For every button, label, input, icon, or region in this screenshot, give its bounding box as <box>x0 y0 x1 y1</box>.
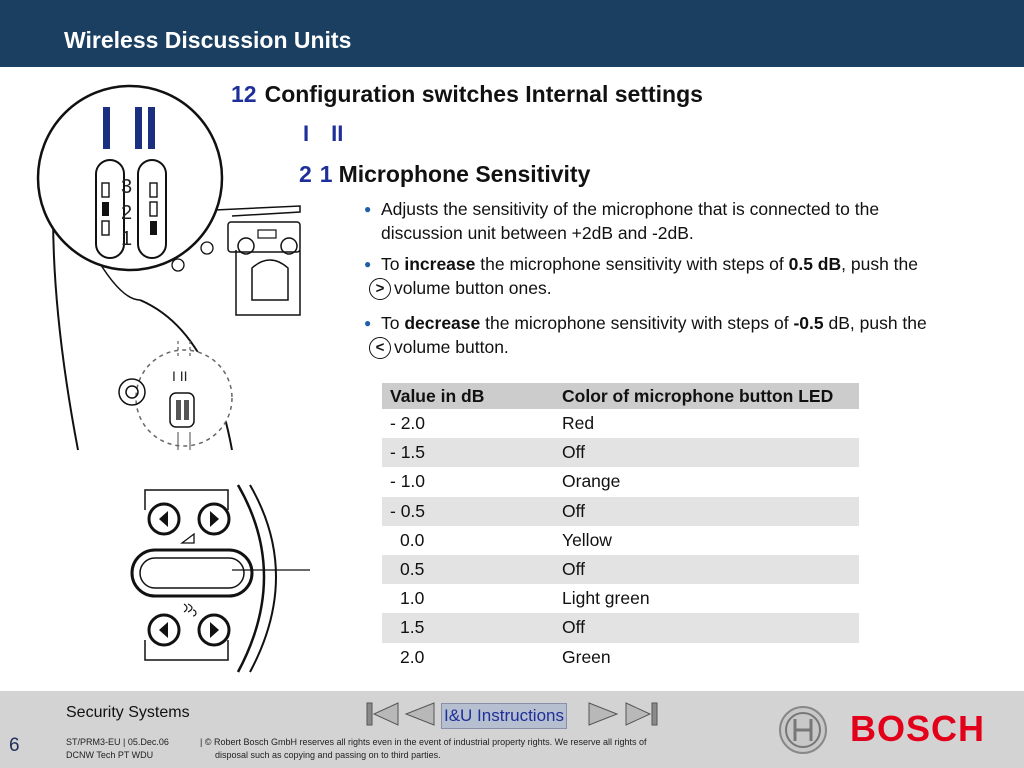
cell-value: 0.5 <box>382 555 554 584</box>
doc-meta-line1: ST/PRM3-EU | 05.Dec.06 <box>66 737 169 747</box>
led-color-table <box>382 383 859 672</box>
switch-labels <box>303 121 365 147</box>
cell-value: - 0.5 <box>382 497 554 526</box>
switch-label-ii: II <box>331 121 344 146</box>
next-page-icon[interactable] <box>588 701 620 727</box>
page-title: Wireless Discussion Units <box>64 27 352 53</box>
subsection-number-b: 1 <box>319 161 333 187</box>
cell-color: Green <box>562 646 611 667</box>
cell-color: Off <box>554 555 859 584</box>
table-row <box>382 467 859 496</box>
table-row <box>382 497 859 526</box>
column-header-color: Color of microphone button LED <box>554 383 859 409</box>
subsection-title: Microphone Sensitivity <box>338 161 591 187</box>
bullet-text: the microphone sensitivity with steps of <box>475 254 789 274</box>
section-title: Configuration switches Internal settings <box>264 81 703 107</box>
bullet-increase <box>364 252 1004 300</box>
subsection-number-a: 2 <box>299 161 312 187</box>
volume-up-key-icon: > <box>369 278 391 300</box>
bosch-armature-logo-icon <box>778 705 828 755</box>
volume-down-key-icon: < <box>369 337 391 359</box>
cell-color: Red <box>562 413 595 434</box>
section-number: 12 <box>231 81 257 107</box>
switch-label-i: I <box>303 121 310 146</box>
section-heading <box>231 81 703 108</box>
subsection-heading <box>299 161 590 188</box>
doc-meta-line2: DCNW Tech PT WDU <box>66 750 154 760</box>
bullet-decrease <box>364 311 1004 359</box>
bullet-emphasis: -0.5 <box>793 313 824 333</box>
cell-color: Off <box>554 613 859 642</box>
bullet-text: , push the <box>841 254 918 274</box>
iu-instructions-link[interactable]: I&U Instructions <box>441 703 567 729</box>
last-page-icon[interactable] <box>624 701 658 727</box>
bullet-text: To <box>381 313 405 333</box>
cell-color: Yellow <box>562 529 612 550</box>
bullet-text: volume button ones. <box>394 278 552 298</box>
cell-value: 2.0 <box>400 646 425 667</box>
copyright-line2: disposal such as copying and passing on to third parties. <box>215 750 441 760</box>
cell-value: - 1.5 <box>382 438 554 467</box>
bullet-text: Adjusts the sensitivity of the microphone that is connected to the discussion unit between +2dB and -2dB. <box>381 199 880 243</box>
table-header-row <box>382 383 859 409</box>
bullet-text: dB, push the <box>823 313 927 333</box>
bullet-dot-icon: ● <box>364 316 372 330</box>
bullet-sensitivity-range <box>364 197 964 245</box>
column-header-value: Value in dB <box>382 383 554 409</box>
cell-value: 0.0 <box>400 529 425 550</box>
table-row <box>382 613 859 642</box>
cell-value: 1.5 <box>382 613 554 642</box>
cell-color: Off <box>554 438 859 467</box>
table-row <box>382 526 859 555</box>
previous-page-icon[interactable] <box>403 701 435 727</box>
bullet-text: volume button. <box>394 337 509 357</box>
cell-color: Orange <box>562 471 621 492</box>
cell-color: Off <box>554 497 859 526</box>
bullet-dot-icon: ● <box>364 257 372 271</box>
table-row <box>382 438 859 467</box>
switch-number-3: 3 <box>121 176 133 198</box>
bullet-text: the microphone sensitivity with steps of <box>480 313 794 333</box>
page-number: 6 <box>9 735 20 756</box>
cell-value: - 1.0 <box>390 471 426 492</box>
bullet-dot-icon: ● <box>364 202 372 216</box>
table-row <box>382 555 859 584</box>
first-page-icon[interactable] <box>366 701 400 727</box>
bullet-text: To <box>381 254 405 274</box>
bullet-emphasis: decrease <box>404 313 481 333</box>
cell-color: Light green <box>562 588 650 609</box>
table-row <box>382 584 859 613</box>
switch-number-1: 1 <box>121 228 133 250</box>
bullet-emphasis: 0.5 dB <box>788 254 842 274</box>
small-switch-label: I II <box>172 368 188 384</box>
table-row <box>382 643 859 672</box>
division-name: Security Systems <box>66 704 190 721</box>
table-row <box>382 409 859 438</box>
bullet-emphasis: increase <box>404 254 476 274</box>
cell-value: 1.0 <box>400 588 425 609</box>
bosch-wordmark: BOSCH <box>850 708 986 749</box>
switch-number-2: 2 <box>121 202 133 224</box>
cell-value: - 2.0 <box>390 413 426 434</box>
copyright-line1: | © Robert Bosch GmbH reserves all rights even in the event of industrial property rights. We reserve all rights of <box>200 737 647 747</box>
